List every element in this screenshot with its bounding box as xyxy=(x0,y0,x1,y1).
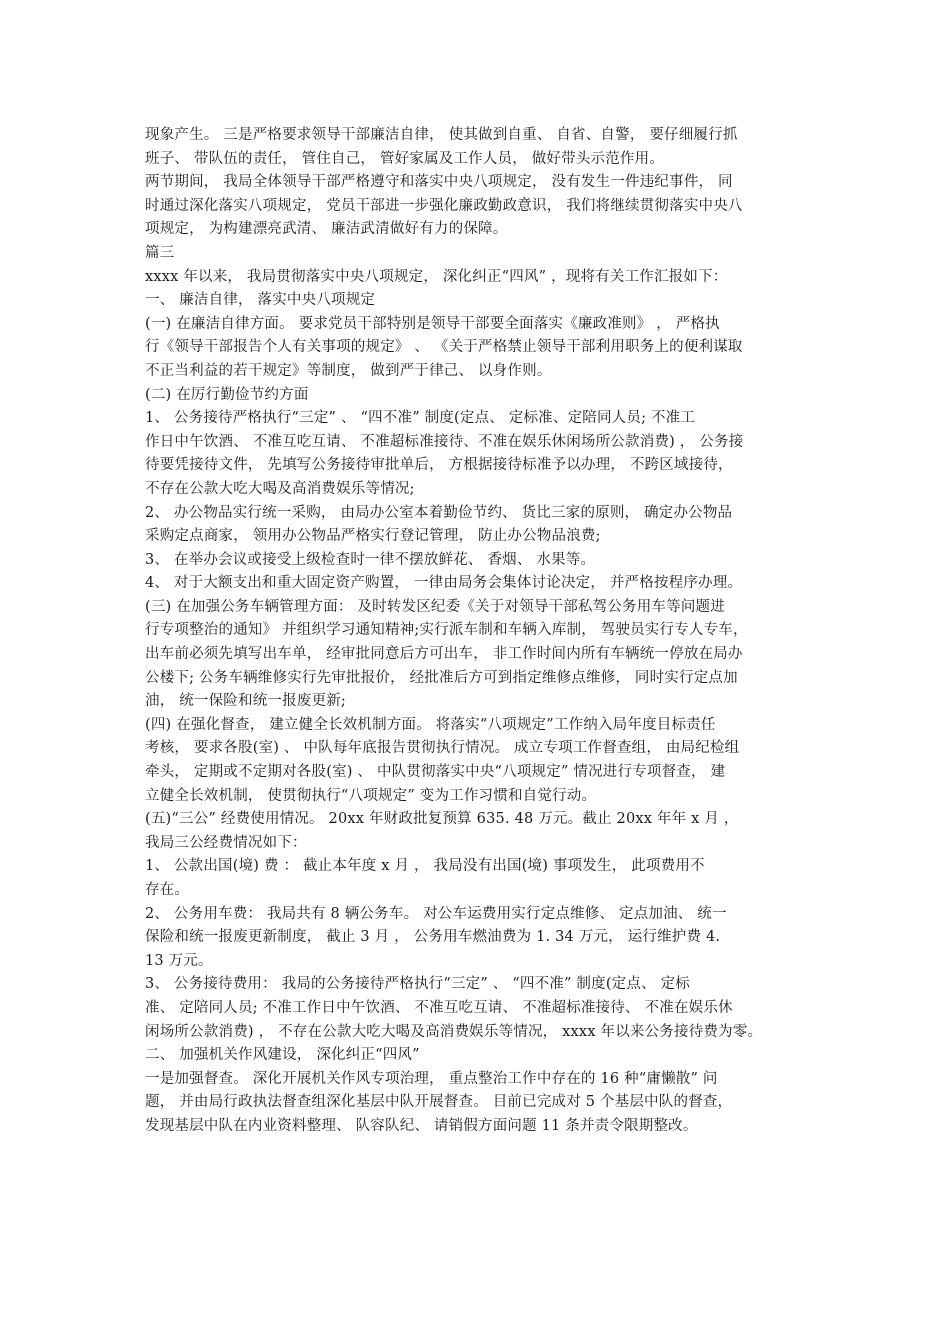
text-line: 班子、 带队伍的责任， 管住自己， 管好家属及工作人员， 做好带头示范作用。 xyxy=(145,150,665,167)
text-line: 存在。 xyxy=(145,882,190,898)
text-line: 发现基层中队在内业资料整理、 队容队纪、 请销假方面问题 11 条并责令限期整改。 xyxy=(145,1117,698,1134)
text-line: 作日中午饮酒、 不准互吃互请、 不准超标准接待、不准在娱乐休闲场所公款消费) ， 公务接 xyxy=(145,433,744,450)
text-line: 现象产生。 三是严格要求领导干部廉洁自律， 使其做到自重、 自省、自警， 要仔细履行抓 xyxy=(145,127,738,143)
text-line: 准、 定陪同人员; 不准工作日中午饮酒、 不准互吃互请、 不准超标准接待、 不准在娱乐休 xyxy=(145,999,733,1016)
text-line: xxxx 年以来， 我局贯彻落实中央八项规定， 深化纠正“四风” ，现将有关工作汇报如下： xyxy=(145,268,728,285)
text-line: 油， 统一保险和统一报废更新; xyxy=(145,693,346,710)
text-line: 待要凭接待文件， 先填写公务接待审批单后， 方根据接待标准予以办理， 不跨区域接待， xyxy=(145,457,733,474)
text-line: 篇三 xyxy=(145,244,175,261)
document-body xyxy=(145,124,813,1139)
text-line: 一是加强督查。 深化开展机关作风专项治理， 重点整治工作中存在的 16 种“庸懒散” 问 xyxy=(145,1070,718,1087)
text-line: 行《领导干部报告个人有关事项的规定》 、 《关于严格禁止领导干部利用职务上的便利谋取 xyxy=(145,339,743,356)
text-line: 我局三公经费情况如下： xyxy=(145,834,307,851)
text-line: (二) 在厉行勤俭节约方面 xyxy=(145,386,309,403)
text-line: 二、 加强机关作风建设， 深化纠正“四风” xyxy=(145,1047,420,1064)
text-line: 出车前必须先填写出车单， 经审批同意后方可出车， 非工作时间内所有车辆统一停放在局办 xyxy=(145,646,743,663)
text-line: (五)“三公” 经费使用情况。 20xx 年财政批复预算 635. 48 万元。截止 20xx 年年 x 月 ， xyxy=(145,811,739,828)
text-line: 3、 在举办会议或接受上级检查时一律不摆放鲜花、 香烟、 水果等。 xyxy=(145,551,596,568)
text-line: 行专项整治的通知》 并组织学习通知精神;实行派车制和车辆入库制， 驾驶员实行专人专车， xyxy=(145,622,748,639)
text-line: 一、 廉洁自律， 落实中央八项规定 xyxy=(145,292,376,309)
text-line: 4、 对于大额支出和重大固定资产购置， 一律由局务会集体讨论决定， 并严格按程序办理。 xyxy=(145,575,743,592)
text-line: 项规定， 为构建漂亮武清、 廉洁武清做好有力的保障。 xyxy=(145,221,508,238)
text-line: 3、 公务接待费用： 我局的公务接待严格执行“三定” 、 “四不准” 制度(定点、 定标 xyxy=(145,976,690,993)
text-line: 牵头， 定期或不定期对各股(室) 、 中队贯彻落实中央“八项规定” 情况进行专项督查， 建 xyxy=(145,764,726,781)
text-line: 立健全长效机制， 使贯彻执行“八项规定” 变为工作习惯和自觉行动。 xyxy=(145,787,597,804)
text-line: 1、 公务接待严格执行“三定” 、 “四不准” 制度(定点、 定标准、定陪同人员; 不准工 xyxy=(145,410,696,427)
text-line: 闲场所公款消费) ， 不存在公款大吃大喝及高消费娱乐等情况， xxxx 年以来公务接待费为零。 xyxy=(145,1023,763,1040)
text-line: 保险和统一报废更新制度， 截止 3 月 ， 公务用车燃油费为 1. 34 万元， 运行维护费 4. xyxy=(145,929,721,946)
text-line: 2、 办公物品实行统一采购， 由局办公室本着勤俭节约、 货比三家的原则， 确定办公物品 xyxy=(145,504,733,521)
text-line: 采购定点商家， 领用办公物品严格实行登记管理， 防止办公物品浪费; xyxy=(145,528,601,545)
text-line: 公楼下; 公务车辆维修实行先审批报价， 经批准后方可到指定维修点维修， 同时实行定点加 xyxy=(145,669,738,686)
text-line: 2、 公务用车费： 我局共有 8 辆公务车。 对公车运费用实行定点维修、 定点加油、 统一 xyxy=(145,905,727,922)
text-line: 不存在公款大吃大喝及高消费娱乐等情况; xyxy=(145,480,415,497)
text-line: 时通过深化落实八项规定， 党员干部进一步强化廉政勤政意识， 我们将继续贯彻落实中央八 xyxy=(145,197,743,214)
text-line: 13 万元。 xyxy=(145,952,213,969)
text-line: 题， 并由局行政执法督查组深化基层中队开展督查。 目前已完成对 5 个基层中队的督查， xyxy=(145,1094,733,1111)
text-line: (四) 在强化督查， 建立健全长效机制方面。 将落实“八项规定”工作纳入局年度目标责任 xyxy=(145,716,716,733)
text-line: 两节期间， 我局全体领导干部严格遵守和落实中央八项规定， 没有发生一件违纪事件， 同 xyxy=(145,174,733,191)
text-line: 不正当利益的若干规定》等制度， 做到严于律己、 以身作则。 xyxy=(145,362,552,379)
text-line: 考核， 要求各股(室) 、 中队每年底报告贯彻执行情况。 成立专项工作督查组， 由局纪检组 xyxy=(145,740,740,757)
text-line: (三) 在加强公务车辆管理方面： 及时转发区纪委《关于对领导干部私驾公务用车等问题进 xyxy=(145,598,725,615)
text-line: 1、 公款出国(境) 费 ： 截止本年度 x 月 ， 我局没有出国(境) 事项发生， 此项费用不 xyxy=(145,858,705,875)
text-line: (一) 在廉洁自律方面。 要求党员干部特别是领导干部要全面落实《廉政准则》 ， 严格执 xyxy=(145,315,720,332)
